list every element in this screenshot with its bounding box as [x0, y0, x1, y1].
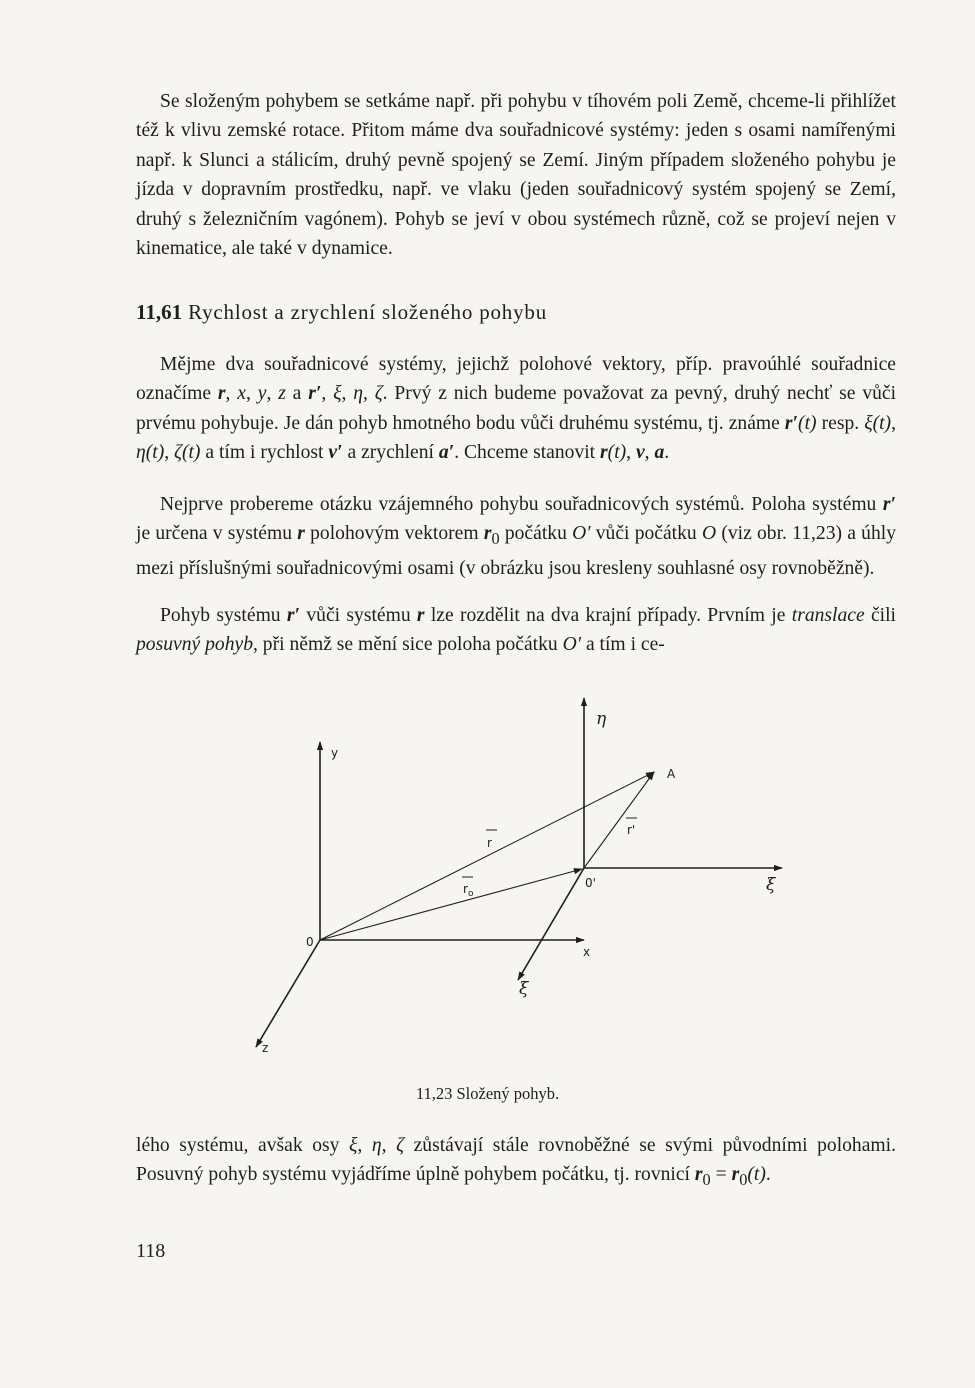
- emphasis-translace: translace: [791, 605, 865, 626]
- text-run: lého systému, avšak osy: [136, 1135, 349, 1156]
- text-run: a tím i ce-: [581, 634, 665, 656]
- text-run: zůstávají stále rovnoběžné se svými původními polohami. Posuvný pohyb systému vyjádříme úplně pohybem počátku, tj. rovnicí: [136, 1135, 897, 1186]
- text-run: je určena v systému: [136, 523, 298, 545]
- math-o-prime: O′: [572, 523, 591, 545]
- text-run: Mějme dva souřadnicové systémy, jejichž polohové vektory, příp. pravoúhlé souřadnice označíme: [136, 354, 896, 405]
- vector-r0: [320, 869, 582, 940]
- text-run: ,: [246, 383, 258, 405]
- math-r-prime: r′: [308, 383, 322, 405]
- math-subscript: 0: [702, 1170, 711, 1190]
- math-r0: r: [731, 1164, 740, 1186]
- text-run: , při němž se mění sice poloha počátku: [253, 634, 563, 656]
- text-run: .: [765, 1164, 771, 1186]
- label-origin: 0: [306, 935, 314, 949]
- label-y: y: [331, 746, 339, 760]
- vector-r: [320, 772, 654, 940]
- math-v: v: [635, 442, 645, 464]
- label-origin-prime: 0': [585, 876, 596, 890]
- text-run: vůči systému: [300, 605, 417, 626]
- label-point-a: A: [667, 767, 676, 781]
- label-eta: η: [596, 709, 607, 729]
- math-v-prime: v′: [328, 442, 343, 464]
- text-run: ,: [644, 442, 655, 464]
- math-r0: r: [483, 523, 492, 545]
- text-run: Nejprve probereme otázku vzájemného pohybu souřadnicových systémů. Poloha systému: [160, 494, 883, 515]
- label-r0: $r_o$: [463, 882, 474, 899]
- text-run: polohovým vektorem: [304, 523, 484, 545]
- text-run: Pohyb systému: [160, 605, 287, 626]
- math-a-prime: a′: [438, 442, 455, 464]
- z-axis: [256, 940, 320, 1047]
- math-zeta: ζ: [174, 442, 182, 464]
- math-arg: (t): [607, 442, 627, 464]
- figure-caption: 11,23 Složený pohyb.: [415, 1084, 560, 1103]
- text-run: a zrychlení: [342, 442, 439, 464]
- math-xi: ξ: [333, 383, 342, 405]
- math-eta: η: [136, 442, 146, 464]
- math-zeta: ζ: [374, 383, 383, 405]
- math-arg: (t): [145, 442, 165, 464]
- math-zeta: ζ: [396, 1135, 405, 1156]
- text-run: ,: [362, 383, 375, 405]
- text-run: resp.: [816, 412, 865, 434]
- vector-r-prime: [584, 772, 654, 868]
- math-o-prime: O′: [562, 634, 582, 656]
- page-number: 118: [136, 1240, 166, 1262]
- math-y: y: [257, 383, 267, 405]
- label-z: z: [262, 1041, 269, 1055]
- math-eta: η: [371, 1135, 382, 1156]
- math-x: x: [237, 383, 246, 405]
- label-xi-down: ξ: [519, 979, 529, 999]
- text-run: počátku: [499, 523, 573, 545]
- text-run: . Prvý z nich budeme považovat za pevný, druhý nechť se vůči prvému pohybuje. Je dán pohyb hmotného bodu vůči druhému systému, tj. známe: [136, 383, 897, 434]
- math-r-prime: r′: [882, 494, 896, 515]
- math-subscript: 0: [739, 1170, 748, 1190]
- section-number: 11,61: [136, 300, 183, 324]
- math-r: r: [416, 605, 425, 626]
- text-run: . Chceme stanovit: [454, 442, 601, 464]
- text-run: ,: [891, 412, 896, 434]
- math-arg: (t): [747, 1164, 766, 1186]
- text-run: vůči počátku: [590, 523, 702, 545]
- math-eta: η: [353, 383, 363, 405]
- math-a: a: [654, 442, 665, 464]
- section-title: Rychlost a zrychlení složeného pohybu: [188, 300, 547, 324]
- text-run: ,: [164, 442, 175, 464]
- intro-paragraph: Se složeným pohybem se setkáme např. při pohybu v tíhovém poli Země, chceme-li přihlížet též k vlivu zemské rotace. Přitom máme dva souřadnicové systémy: jeden s osami namířenými např. k Slunci a stálicím, druhý pevně spojený se Zemí. Jiným případem složeného pohybu je jízda v dopravním prostředku, např. ve vlaku (jeden souřadnicový systém spojený se Zemí, druhý s železničním vagónem). Pohyb se jeví v obou systémech různě, což se projeví nejen v kinematice, ale také v dynamice.: [136, 91, 896, 260]
- text-run: ,: [626, 442, 636, 464]
- text-run: .: [664, 442, 670, 464]
- math-arg: (t): [181, 442, 201, 464]
- text-run: ,: [266, 383, 279, 405]
- emphasis-posuvny-pohyb: posuvný pohyb: [136, 634, 253, 656]
- text-run: (viz obr. 11,23) a úhly mezi příslušnými souřadnicovými osami (v obrázku jsou kresleny souhlasné osy rovnoběžně).: [136, 523, 897, 579]
- math-r0: r: [694, 1164, 703, 1186]
- label-r: r: [487, 836, 492, 850]
- text-run: a: [285, 383, 309, 405]
- zeta-axis: [518, 868, 584, 980]
- math-r: r: [217, 383, 226, 405]
- text-run: =: [710, 1164, 732, 1186]
- math-r: r: [600, 442, 608, 464]
- paragraph-4: [136, 1131, 896, 1195]
- math-r-prime: r′: [784, 412, 799, 434]
- math-r-prime: r′: [286, 605, 301, 626]
- math-z: z: [278, 383, 286, 405]
- text-run: lze rozdělit na dva krajní případy. Prvním je: [424, 605, 792, 626]
- math-xi: ξ: [864, 412, 873, 434]
- text-run: ,: [321, 383, 334, 405]
- label-xi-right: ξ: [766, 875, 776, 895]
- text-run: ,: [381, 1135, 397, 1156]
- text-run: a tím i rychlost: [200, 442, 329, 464]
- label-r-prime: r': [627, 823, 636, 837]
- text-run: ,: [225, 383, 238, 405]
- math-subscript: 0: [491, 529, 500, 549]
- math-arg: (t): [872, 412, 892, 434]
- math-xi: ξ: [348, 1135, 358, 1156]
- label-x: x: [583, 945, 591, 959]
- math-r: r: [297, 523, 305, 545]
- text-run: ,: [357, 1135, 372, 1156]
- text-run: čili: [864, 605, 896, 626]
- text-run: ,: [341, 383, 354, 405]
- math-arg: (t): [798, 412, 817, 434]
- math-o: O: [701, 523, 717, 545]
